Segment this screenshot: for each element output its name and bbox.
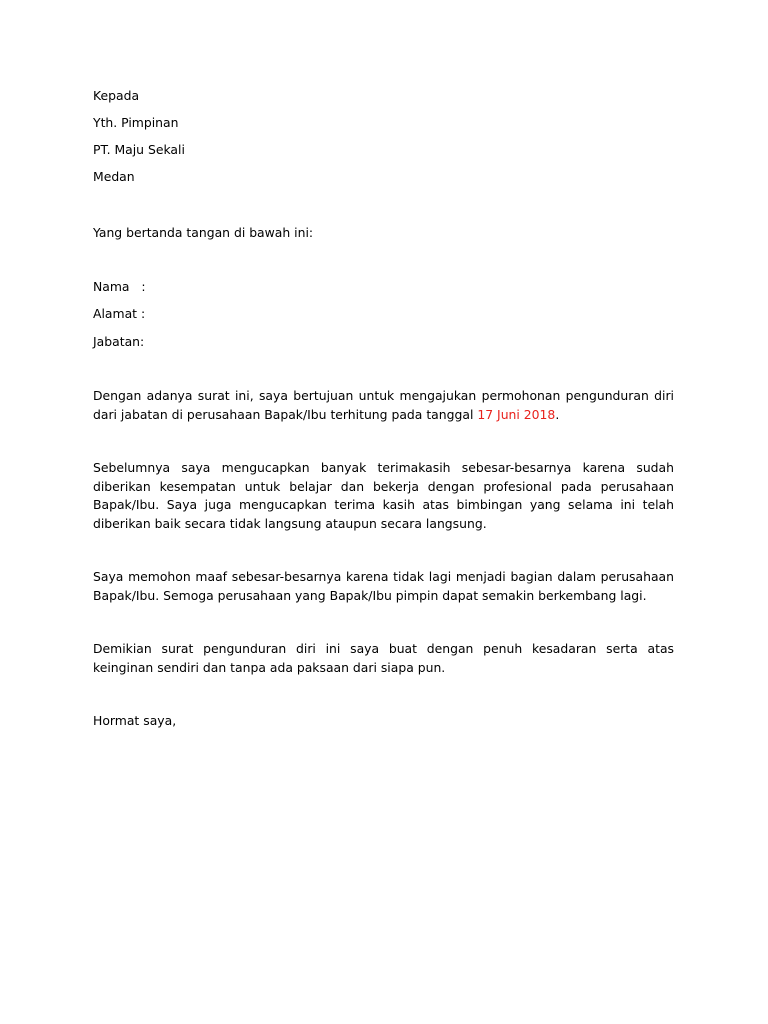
recipient-kepada: Kepada — [93, 88, 140, 103]
resignation-date: 17 Juni 2018 — [477, 406, 556, 422]
paragraph-resignation — [93, 387, 674, 424]
recipient-title: Yth. Pimpinan — [93, 115, 179, 130]
paragraph-closing-statement: Demikian surat pengunduran diri ini saya buat dengan penuh kesadaran serta atas keinginan sendiri dan tanpa ada paksaan dari siapa pun. — [93, 641, 674, 675]
paragraph-apology: Saya memohon maaf sebesar-besarnya karena tidak lagi menjadi bagian dalam perusahaan Bapak/Ibu. Semoga perusahaan yang Bapak/Ibu pimpin dapat semakin berkembang lagi. — [93, 569, 674, 603]
paragraph-thanks: Sebelumnya saya mengucapkan banyak terimakasih sebesar-besarnya karena sudah diberikan kesempatan untuk belajar dan bekerja dengan profesional pada perusahaan Bapak/Ibu. Saya juga mengucapkan terima kasih atas bimbingan yang selama ini telah diberikan baik secara tidak langsung ataupun secara langsung. — [93, 460, 674, 531]
field-alamat: Alamat : — [93, 306, 146, 321]
recipient-company: PT. Maju Sekali — [93, 142, 185, 157]
recipient-city: Medan — [93, 169, 135, 184]
closing-salutation: Hormat saya, — [93, 713, 177, 728]
field-jabatan: Jabatan: — [93, 334, 145, 349]
paragraph-resignation-text: Dengan adanya surat ini, saya bertujuan untuk mengajukan permohonan pengunduran diri dari jabatan di perusahaan Bapak/Ibu terhitung pada tanggal — [93, 388, 674, 422]
field-nama: Nama : — [93, 279, 146, 294]
paragraph-resignation-end: . — [555, 406, 560, 422]
intro-line: Yang bertanda tangan di bawah ini: — [93, 225, 314, 240]
